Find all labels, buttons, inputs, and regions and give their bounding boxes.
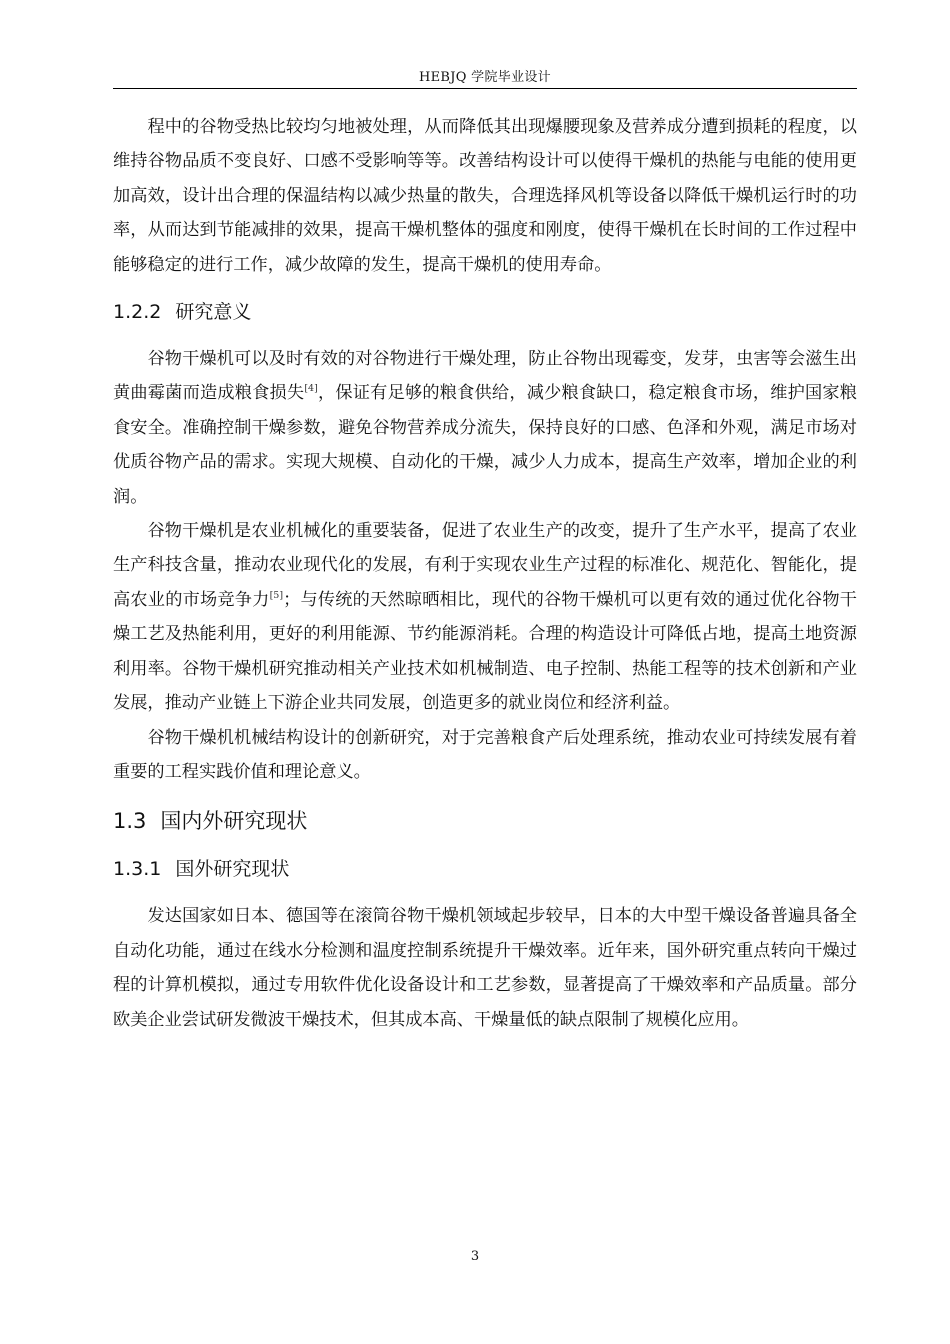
section-heading-1-3 [113,803,857,839]
paragraph-text: ；与传统的天然晾晒相比，现代的谷物干燥机可以更有效的通过优化谷物干燥工艺及热能利用，更好的利用能源、节约能源消耗。合理的构造设计可降低占地，提高土地资源利用率。谷物干燥机研究推动相关产业技术如机械制造、电子控制、热能工程等的技术创新和产业发展，推动产业链上下游企业共同发展，创造更多的就业岗位和经济利益。 [113,589,857,714]
section-number: 1.2.2 [113,301,162,324]
page-header: HEBJQ 学院毕业设计 [419,70,551,85]
section-title: 国外研究现状 [175,858,290,881]
section-title: 国内外研究现状 [160,809,308,834]
paragraph-significance-2 [113,514,857,720]
page-number: 3 [470,1249,480,1264]
paragraph-text: 谷物干燥机是农业机械化的重要装备，促进了农业生产的改变，提升了生产水平，提高了农业生产科技含量，推动农业现代化的发展，有利于实现农业生产过程的标准化、规范化、智能化，提高农业的市场竞争力 [113,521,857,610]
section-number: 1.3.1 [113,858,162,881]
citation-ref: [4] [304,383,318,395]
paragraph-text: 谷物干燥机可以及时有效的对谷物进行干燥处理，防止谷物出现霉变，发芽，虫害等会滋生出黄曲霉菌而造成粮食损失 [113,349,857,404]
section-heading-1-3-1 [113,853,857,885]
paragraph-significance-1 [113,342,857,514]
section-heading-1-2-2 [113,296,857,328]
paragraph-text: ，保证有足够的粮食供给，减少粮食缺口，稳定粮食市场，维护国家粮食安全。准确控制干燥参数，避免谷物营养成分流失，保持良好的口感、色泽和外观，满足市场对优质谷物产品的需求。实现大规模、自动化的干燥，减少人力成本，提高生产效率，增加企业的利润。 [113,383,857,507]
section-number: 1.3 [113,809,147,834]
paragraph-continuation: 程中的谷物受热比较均匀地被处理，从而降低其出现爆腰现象及营养成分遭到损耗的程度，以维持谷物品质不变良好、口感不受影响等等。改善结构设计可以使得干燥机的热能与电能的使用更加高效，设计出合理的保温结构以减少热量的散失，合理选择风机等设备以降低干燥机运行时的功率，从而达到节能减排的效果，提高干燥机整体的强度和刚度，使得干燥机在长时间的工作过程中能够稳定的进行工作，减少故障的发生，提高干燥机的使用寿命。 [113,117,857,275]
header-rule [113,88,857,89]
paragraph-significance-3: 谷物干燥机机械结构设计的创新研究，对于完善粮食产后处理系统，推动农业可持续发展有着重要的工程实践价值和理论意义。 [113,727,857,782]
citation-ref: [5] [269,589,284,601]
section-title: 研究意义 [175,301,252,324]
paragraph-foreign-research: 发达国家如日本、德国等在滚筒谷物干燥机领域起步较早，日本的大中型干燥设备普遍具备全自动化功能，通过在线水分检测和温度控制系统提升干燥效率。近年来，国外研究重点转向干燥过程的计算机模拟，通过专用软件优化设备设计和工艺参数，显著提高了干燥效率和产品质量。部分欧美企业尝试研发微波干燥技术，但其成本高、干燥量低的缺点限制了规模化应用。 [113,906,857,1030]
page-body [113,110,857,1037]
